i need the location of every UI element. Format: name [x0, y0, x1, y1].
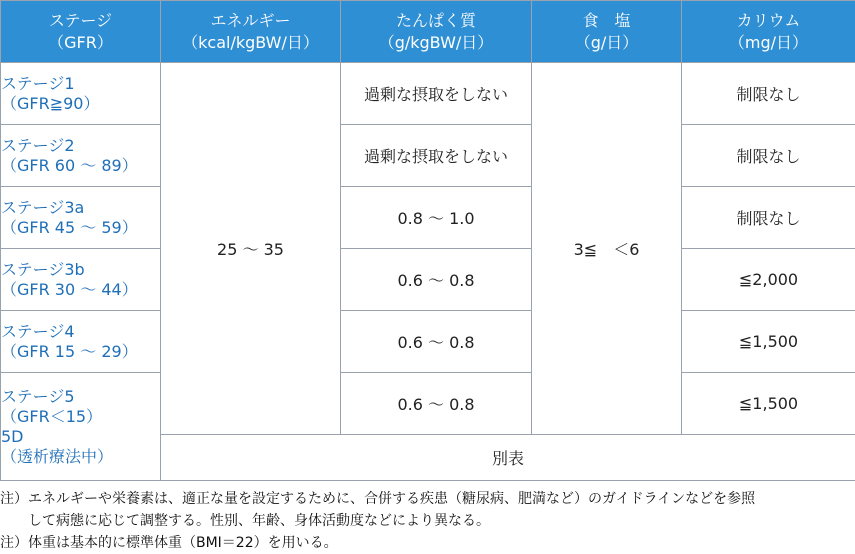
potassium-cell: ≦2,000 [682, 249, 855, 311]
stage-cell: ステージ3a （GFR 45 ～ 59） [1, 187, 161, 249]
stage-cell: ステージ4 （GFR 15 ～ 29） [1, 311, 161, 373]
table-row [1, 63, 855, 125]
header-row [1, 1, 855, 63]
potassium-cell: 制限なし [682, 63, 855, 125]
note-1: 注）エネルギーや栄養素は、適正な量を設定するために、合併する疾患（糖尿病、肥満など）のガイドラインなどを参照 [0, 491, 756, 507]
protein-cell: 0.8 ～ 1.0 [341, 187, 532, 249]
header-stage: ステージ （GFR） [1, 1, 161, 63]
header-protein: たんぱく質 （g/kgBW/日） [341, 1, 532, 63]
table-row [1, 125, 855, 187]
stage-cell: ステージ1 （GFR≧90） [1, 63, 161, 125]
potassium-cell: 制限なし [682, 125, 855, 187]
protein-cell: 過剰な摂取をしない [341, 63, 532, 125]
potassium-cell: ≦1,500 [682, 373, 855, 435]
table-row [1, 249, 855, 311]
potassium-cell: 制限なし [682, 187, 855, 249]
table-row [1, 311, 855, 373]
energy-cell: 25 ～ 35 [161, 63, 341, 435]
potassium-cell: ≦1,500 [682, 311, 855, 373]
protein-cell: 0.6 ～ 0.8 [341, 249, 532, 311]
header-energy: エネルギー （kcal/kgBW/日） [161, 1, 341, 63]
table-row [1, 373, 855, 435]
table-row [1, 187, 855, 249]
stage-cell: ステージ2 （GFR 60 ～ 89） [1, 125, 161, 187]
protein-cell: 0.6 ～ 0.8 [341, 373, 532, 435]
stage-cell: ステージ5 （GFR＜15） 5D （透析療法中） [1, 373, 161, 481]
dialysis-cell: 別表 [161, 435, 855, 481]
note-1-continued: して病態に応じて調整する。性別、年齢、身体活動度などにより異なる。 [0, 513, 490, 529]
note-2: 注）体重は基本的に標準体重（BMI＝22）を用いる。 [0, 535, 338, 551]
header-salt: 食 塩 （g/日） [532, 1, 682, 63]
stage-cell: ステージ3b （GFR 30 ～ 44） [1, 249, 161, 311]
header-potassium: カリウム （mg/日） [682, 1, 855, 63]
protein-cell: 0.6 ～ 0.8 [341, 311, 532, 373]
salt-cell: 3≦ ＜6 [532, 63, 682, 435]
protein-cell: 過剰な摂取をしない [341, 125, 532, 187]
